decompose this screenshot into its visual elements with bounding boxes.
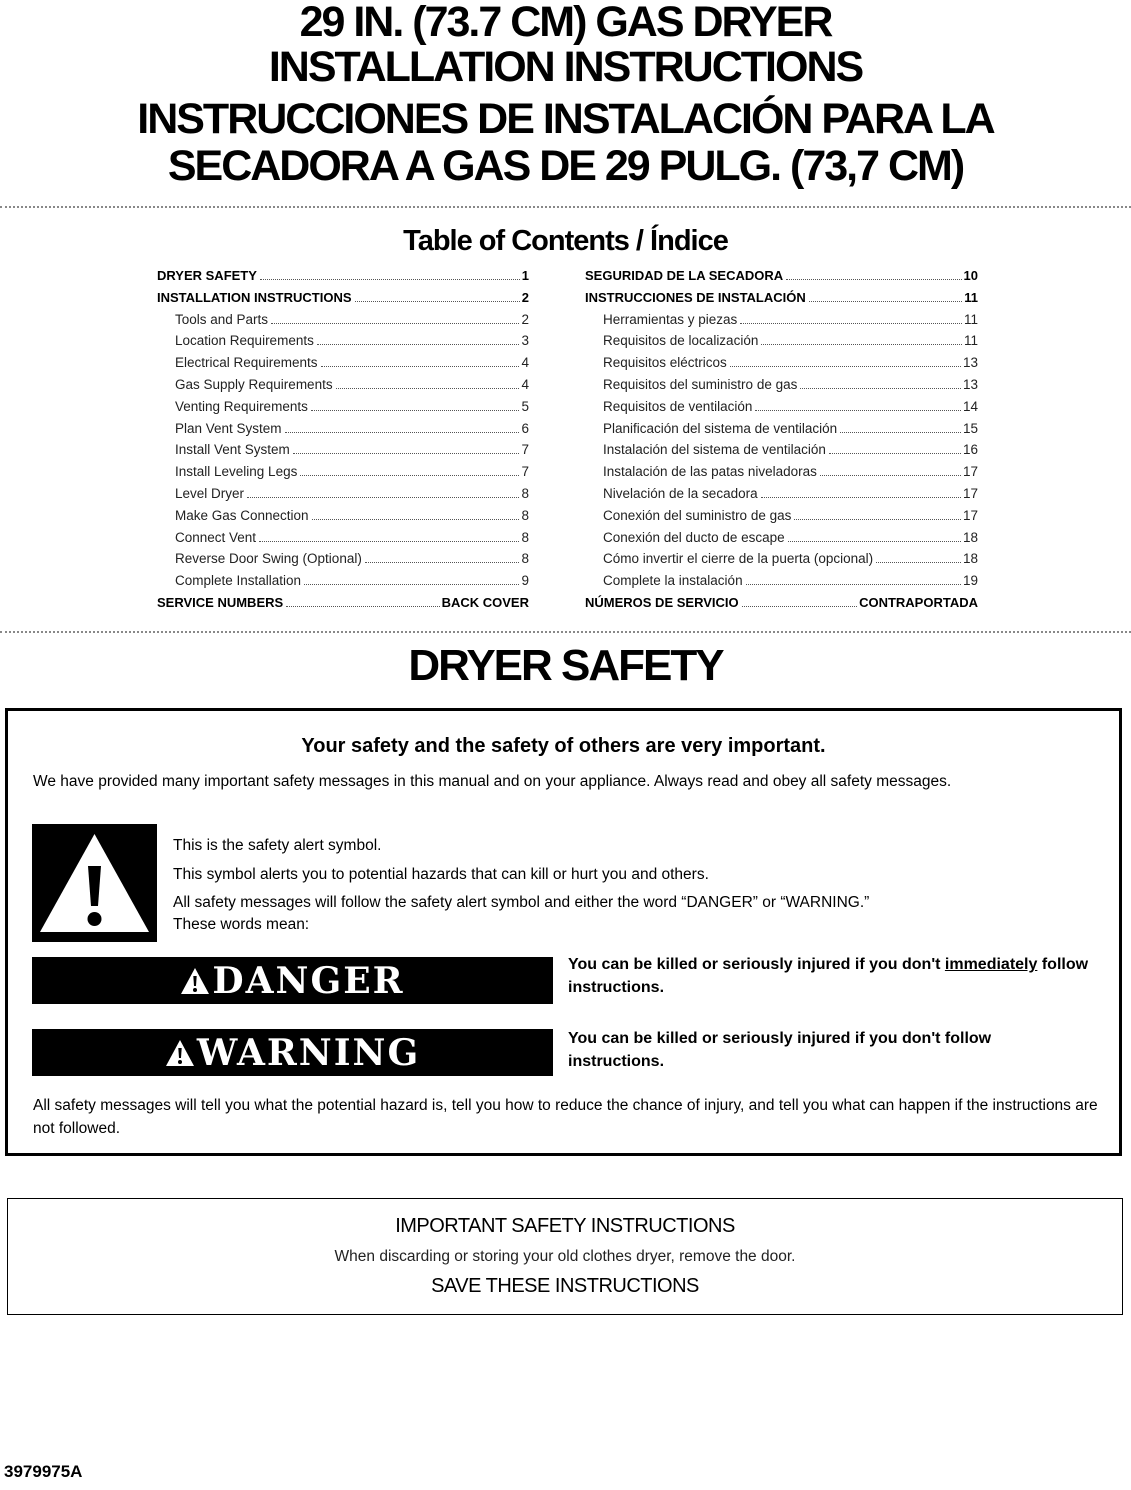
section-title: DRYER SAFETY bbox=[408, 641, 723, 690]
toc-entry bbox=[585, 464, 978, 486]
toc-leader-dots bbox=[312, 519, 520, 520]
toc-entry-label: Nivelación de la secadora bbox=[603, 485, 758, 501]
toc-heading: Table of Contents / Índice bbox=[403, 225, 728, 257]
warning-triangle-icon bbox=[165, 1039, 195, 1067]
toc-leader-dots bbox=[800, 388, 961, 389]
toc-entry-page: 4 bbox=[521, 376, 529, 392]
toc-entry-label: Instalación del sistema de ventilación bbox=[603, 442, 826, 458]
alert-line: This is the safety alert symbol. bbox=[173, 837, 382, 854]
warning-description: You can be killed or seriously injured if you don't follow instructions. bbox=[568, 1030, 992, 1070]
toc-entry-label: DRYER SAFETY bbox=[157, 268, 257, 283]
toc-entry-page: 8 bbox=[521, 529, 529, 545]
toc-leader-dots bbox=[355, 301, 520, 302]
alert-line: All safety messages will follow the safety alert symbol and either the word “DANGER” or “WARNING.” bbox=[173, 894, 870, 911]
save-instructions: SAVE THESE INSTRUCTIONS bbox=[431, 1275, 699, 1297]
toc-entry-page: 16 bbox=[962, 442, 978, 458]
toc-entry-page: 7 bbox=[521, 464, 529, 480]
toc-leader-dots bbox=[311, 410, 520, 411]
toc-entry-label: NÚMEROS DE SERVICIO bbox=[585, 594, 739, 610]
warning-label: WARNING bbox=[196, 1031, 421, 1074]
toc-leader-dots bbox=[336, 388, 520, 389]
toc-entry-label: Level Dryer bbox=[175, 485, 245, 501]
toc-entry bbox=[585, 551, 978, 573]
warning-triangle-icon bbox=[180, 967, 210, 995]
toc-entry bbox=[157, 333, 529, 355]
toc-entry-label: INSTALLATION INSTRUCTIONS bbox=[157, 289, 352, 305]
toc-entry bbox=[157, 551, 529, 573]
alert-line: This symbol alerts you to potential hazards that can kill or hurt you and others. bbox=[173, 866, 709, 883]
important-text: When discarding or storing your old clothes dryer, remove the door. bbox=[334, 1248, 796, 1265]
toc-leader-dots bbox=[740, 323, 962, 324]
toc-entry bbox=[157, 421, 529, 443]
title-english bbox=[0, 0, 1131, 90]
toc-entry-label: Conexión del suministro de gas bbox=[603, 507, 792, 523]
toc-entry-label: Complete la instalación bbox=[603, 573, 743, 589]
toc-entry-label: Tools and Parts bbox=[175, 311, 269, 327]
toc-column-english bbox=[157, 268, 529, 617]
toc-leader-dots bbox=[730, 366, 961, 367]
toc-entry-page: 18 bbox=[962, 551, 978, 567]
toc-entry-label: Requisitos del suministro de gas bbox=[603, 376, 798, 392]
toc-leader-dots bbox=[365, 562, 520, 563]
safety-box bbox=[5, 708, 1122, 1156]
important-title: IMPORTANT SAFETY INSTRUCTIONS bbox=[395, 1215, 735, 1237]
toc-entry-page: 4 bbox=[521, 355, 529, 371]
toc-entry bbox=[157, 399, 529, 421]
toc-entry bbox=[585, 530, 978, 552]
toc-entry bbox=[585, 290, 978, 312]
toc-entry-page: 13 bbox=[962, 376, 978, 392]
toc-entry-page: 14 bbox=[962, 398, 978, 414]
toc-entry bbox=[585, 486, 978, 508]
toc-entry-label: Complete Installation bbox=[175, 573, 302, 589]
danger-description bbox=[568, 953, 1118, 999]
alert-explanation bbox=[173, 831, 1073, 936]
toc-entry-page: 17 bbox=[962, 507, 978, 523]
toc-entry bbox=[157, 442, 529, 464]
toc-entry-label: INSTRUCCIONES DE INSTALACIÓN bbox=[585, 289, 806, 305]
danger-signal-bar bbox=[32, 957, 553, 1004]
toc-entry bbox=[157, 530, 529, 552]
title-english-line2: INSTALLATION INSTRUCTIONS bbox=[268, 43, 863, 91]
toc-entry-page: 17 bbox=[962, 485, 978, 501]
toc-entry-page: 2 bbox=[521, 289, 529, 305]
safety-outro: All safety messages will tell you what the potential hazard is, tell you how to reduce the chance of injury, and tell you what can happen if the instructions are not followed. bbox=[33, 1097, 1098, 1137]
toc-leader-dots bbox=[761, 344, 962, 345]
important-safety-box bbox=[7, 1198, 1123, 1315]
toc-entry-page: 19 bbox=[962, 573, 978, 589]
title-english-line1: 29 IN. (73.7 CM) GAS DRYER bbox=[299, 0, 832, 46]
toc-entry-page: BACK COVER bbox=[441, 594, 529, 610]
danger-text-emphasis: immediately bbox=[944, 956, 1038, 973]
toc-entry-label: Make Gas Connection bbox=[175, 507, 309, 523]
toc-entry-label: Reverse Door Swing (Optional) bbox=[175, 551, 362, 567]
toc-entry-page: 11 bbox=[963, 311, 978, 327]
toc-entry bbox=[157, 377, 529, 399]
toc-entry bbox=[585, 508, 978, 530]
toc-entry-label: SERVICE NUMBERS bbox=[157, 594, 284, 610]
toc-entry-label: Location Requirements bbox=[175, 333, 314, 349]
title-spanish-line1: INSTRUCCIONES DE INSTALACIÓN PARA LA bbox=[137, 95, 994, 143]
toc-entry-label: Planificación del sistema de ventilación bbox=[603, 420, 838, 436]
toc-leader-dots bbox=[876, 562, 961, 563]
toc-entry-page: CONTRAPORTADA bbox=[859, 594, 978, 610]
toc-leader-dots bbox=[300, 475, 519, 476]
toc-entry-label: Electrical Requirements bbox=[175, 355, 318, 371]
document-number: 3979975A bbox=[4, 1462, 83, 1481]
toc-entry-label: SEGURIDAD DE LA SECADORA bbox=[585, 268, 784, 283]
divider bbox=[0, 631, 1131, 633]
toc-entry-label: Requisitos de localización bbox=[603, 333, 759, 349]
toc-entry bbox=[157, 290, 529, 312]
toc-leader-dots bbox=[820, 475, 961, 476]
toc-entry bbox=[157, 573, 529, 595]
toc-leader-dots bbox=[746, 584, 961, 585]
toc-entry-label: Install Leveling Legs bbox=[175, 464, 298, 480]
toc-entry bbox=[585, 442, 978, 464]
safety-intro: We have provided many important safety messages in this manual and on your appliance. Always read and obey all safety messages. bbox=[33, 773, 952, 790]
toc-entry-label: Plan Vent System bbox=[175, 420, 282, 436]
toc-entry bbox=[157, 486, 529, 508]
safety-heading: Your safety and the safety of others are very important. bbox=[301, 735, 826, 757]
toc-leader-dots bbox=[786, 279, 961, 280]
toc-entry-label: Install Vent System bbox=[175, 442, 290, 458]
toc-entry-page: 11 bbox=[963, 333, 978, 349]
toc-entry bbox=[585, 377, 978, 399]
toc-leader-dots bbox=[809, 301, 962, 302]
danger-text-part: follow instructions. bbox=[568, 956, 1089, 996]
toc-entry-page: 8 bbox=[521, 485, 529, 501]
toc-entry-page: 7 bbox=[521, 442, 529, 458]
toc-leader-dots bbox=[247, 497, 519, 498]
toc-entry-label: Instalación de las patas niveladoras bbox=[603, 464, 817, 480]
toc-entry bbox=[157, 508, 529, 530]
toc-entry bbox=[585, 333, 978, 355]
toc-entry bbox=[585, 268, 978, 290]
toc-entry-page: 11 bbox=[964, 289, 978, 305]
warning-signal-bar bbox=[32, 1029, 553, 1076]
danger-text-part: You can be killed or seriously injured if you don't bbox=[568, 956, 945, 973]
toc-leader-dots bbox=[260, 279, 520, 280]
title-spanish bbox=[0, 96, 1131, 190]
toc-entry-page: 5 bbox=[521, 398, 529, 414]
toc-entry-page: 6 bbox=[521, 420, 529, 436]
toc-entry bbox=[585, 355, 978, 377]
toc-entry-label: Connect Vent bbox=[175, 529, 257, 545]
toc-entry-page: 9 bbox=[521, 573, 529, 589]
toc-entry-page: 18 bbox=[962, 529, 978, 545]
toc-leader-dots bbox=[840, 432, 961, 433]
alert-line: These words mean: bbox=[173, 916, 310, 933]
toc-entry-page: 8 bbox=[521, 551, 529, 567]
toc-entry-label: Cómo invertir el cierre de la puerta (opcional) bbox=[603, 551, 874, 567]
toc-entry-label: Herramientas y piezas bbox=[603, 311, 738, 327]
toc-entry-label: Venting Requirements bbox=[175, 398, 308, 414]
toc-entry-page: 8 bbox=[521, 507, 529, 523]
toc-entry-page: 10 bbox=[963, 268, 978, 283]
toc-entry bbox=[157, 268, 529, 290]
toc-entry bbox=[585, 595, 978, 617]
toc-entry-label: Conexión del ducto de escape bbox=[603, 529, 785, 545]
toc-leader-dots bbox=[304, 584, 519, 585]
toc-leader-dots bbox=[829, 453, 961, 454]
toc-entry bbox=[157, 312, 529, 334]
danger-label: DANGER bbox=[212, 959, 405, 1002]
toc-entry-label: Gas Supply Requirements bbox=[175, 376, 333, 392]
toc-entry-page: 17 bbox=[962, 464, 978, 480]
toc-entry-page: 13 bbox=[962, 355, 978, 371]
toc-entry-page: 3 bbox=[521, 333, 529, 349]
toc-entry bbox=[585, 573, 978, 595]
toc-leader-dots bbox=[317, 344, 520, 345]
toc-leader-dots bbox=[761, 497, 961, 498]
toc-entry bbox=[157, 595, 529, 617]
warning-triangle-icon bbox=[32, 824, 157, 942]
toc-entry bbox=[585, 312, 978, 334]
toc-entry-page: 15 bbox=[962, 420, 978, 436]
toc-leader-dots bbox=[788, 541, 961, 542]
toc-leader-dots bbox=[285, 432, 520, 433]
toc-leader-dots bbox=[286, 606, 439, 607]
toc-leader-dots bbox=[321, 366, 520, 367]
toc-leader-dots bbox=[259, 541, 519, 542]
title-spanish-line2: SECADORA A GAS DE 29 PULG. (73,7 CM) bbox=[167, 142, 964, 190]
toc-entry-label: Requisitos eléctricos bbox=[603, 355, 727, 371]
toc-leader-dots bbox=[742, 606, 857, 607]
toc-leader-dots bbox=[794, 519, 961, 520]
toc-leader-dots bbox=[293, 453, 520, 454]
divider bbox=[0, 206, 1131, 208]
toc-entry-page: 2 bbox=[521, 311, 529, 327]
toc-column-spanish bbox=[585, 268, 978, 617]
toc-entry-page: 1 bbox=[521, 268, 529, 283]
toc-entry bbox=[157, 355, 529, 377]
toc-leader-dots bbox=[755, 410, 961, 411]
toc-leader-dots bbox=[271, 323, 519, 324]
toc-entry-label: Requisitos de ventilación bbox=[603, 398, 753, 414]
toc-entry bbox=[585, 399, 978, 421]
toc-entry bbox=[585, 421, 978, 443]
toc-entry bbox=[157, 464, 529, 486]
